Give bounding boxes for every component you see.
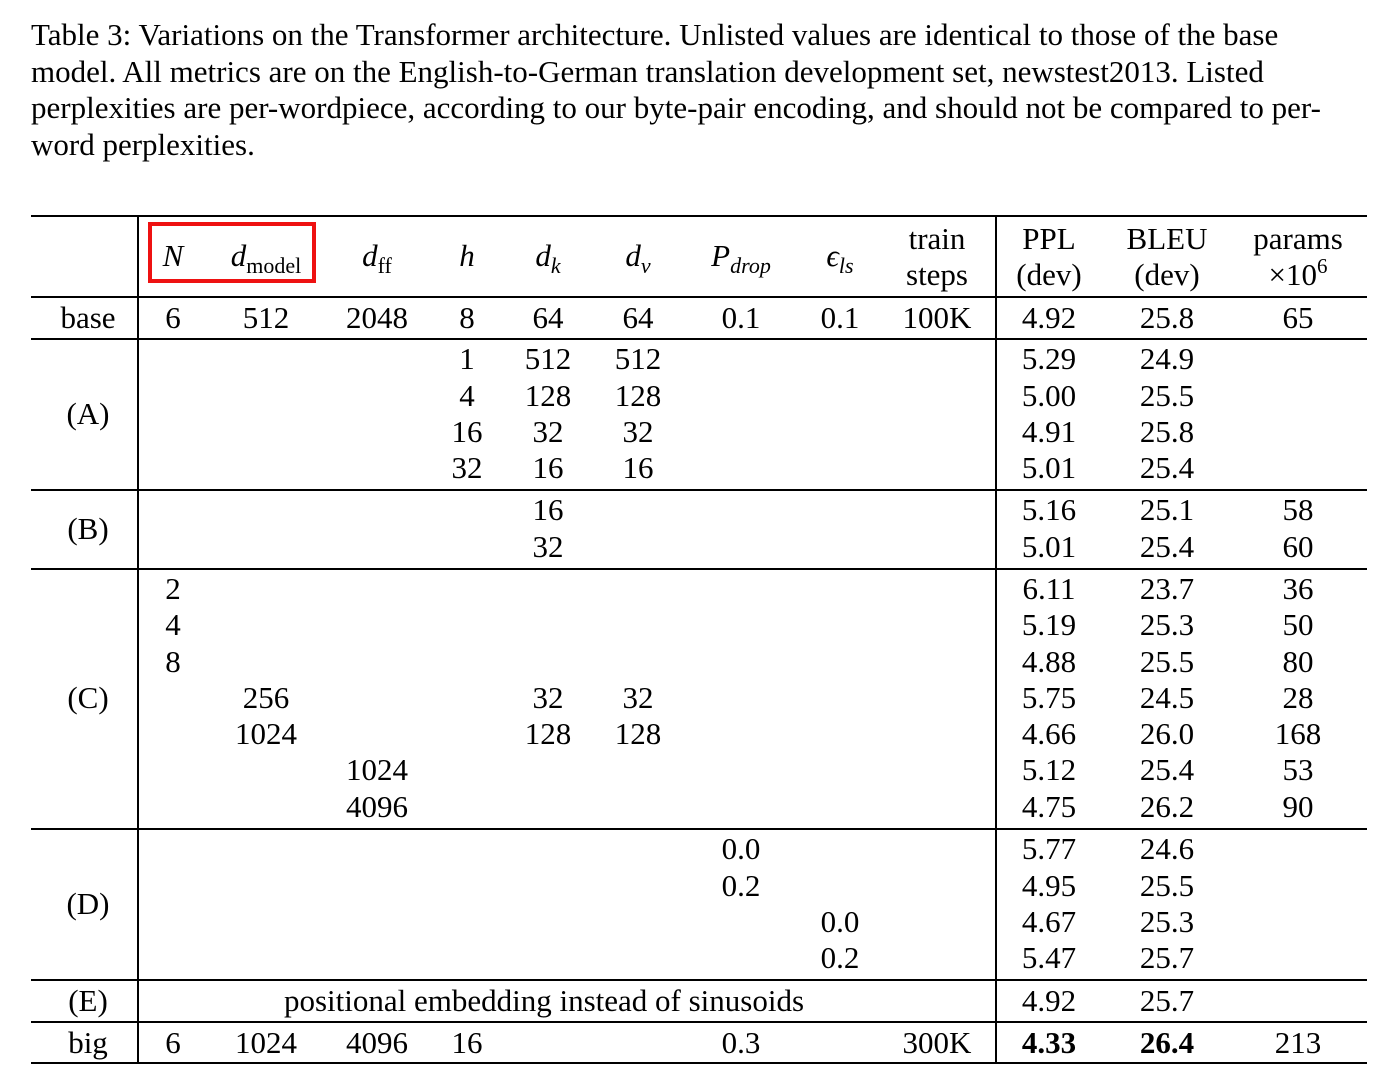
base-row-eps-ls: 0.1 (820, 300, 860, 335)
group-c-row-4-ppl: 5.75 (1021, 680, 1077, 715)
group-b-row-1-bleu: 25.1 (1139, 492, 1195, 527)
big-row-params: 213 (1274, 1025, 1322, 1060)
header-params-scale: $\times 10^6$ (1268, 254, 1328, 292)
base-row-d-k: 64 (532, 300, 564, 335)
group-c-row-2-bleu: 25.3 (1139, 607, 1195, 642)
group-d-row-1-ppl: 5.77 (1021, 831, 1077, 866)
group-c-row-6-ppl: 5.12 (1021, 752, 1077, 787)
group-a-row-1-d-v: 512 (614, 341, 662, 376)
group-d-row-2-P-drop: 0.2 (721, 868, 761, 903)
header-h: h (459, 238, 475, 273)
group-a-row-1-bleu: 24.9 (1139, 341, 1195, 376)
group-a-row-4-d-v: 16 (622, 450, 654, 485)
header-rule (31, 296, 1367, 298)
row-label-e: (E) (68, 983, 108, 1018)
label-column-rule (137, 216, 139, 1063)
results-table (31, 0, 1367, 1080)
group-d-row-1-P-drop: 0.0 (721, 831, 761, 866)
header-d-v: $d_v$ (625, 238, 651, 278)
group-c-row-4-d-model: 256 (242, 680, 290, 715)
row-label-big: big (68, 1025, 108, 1060)
group-a-row-1-d-k: 512 (524, 341, 572, 376)
group-c-row-7-bleu: 26.2 (1139, 789, 1195, 824)
header-eps-ls: $\epsilon_{ls}$ (826, 238, 854, 278)
group-a-row-3-d-v: 32 (622, 414, 654, 449)
group-rule-c (31, 568, 1367, 570)
header-d-k: $d_k$ (535, 238, 561, 278)
group-c-row-4-d-v: 32 (622, 680, 654, 715)
big-row-h: 16 (451, 1025, 483, 1060)
group-c-row-1-N: 2 (165, 571, 181, 606)
group-c-row-3-ppl: 4.88 (1021, 644, 1077, 679)
group-c-row-1-bleu: 23.7 (1139, 571, 1195, 606)
table-bottom-rule (31, 1062, 1367, 1064)
group-c-row-5-d-k: 128 (524, 716, 572, 751)
row-label-b: (B) (67, 511, 109, 546)
group-c-row-7-d-ff: 4096 (346, 789, 408, 824)
group-a-row-4-h: 32 (451, 450, 483, 485)
group-c-row-4-bleu: 24.5 (1139, 680, 1195, 715)
header-p-drop: $P_{drop}$ (711, 238, 771, 278)
group-c-row-2-N: 4 (165, 607, 181, 642)
group-b-row-2-params: 60 (1282, 529, 1314, 564)
header-train: train (908, 221, 966, 256)
group-c-row-3-N: 8 (165, 644, 181, 679)
group-b-row-2-d-k: 32 (532, 529, 564, 564)
group-c-row-5-bleu: 26.0 (1139, 716, 1195, 751)
metrics-column-rule (995, 216, 997, 1063)
big-row-N: 6 (165, 1025, 181, 1060)
group-c-row-3-params: 80 (1282, 644, 1314, 679)
group-c-row-3-bleu: 25.5 (1139, 644, 1195, 679)
group-c-row-1-params: 36 (1282, 571, 1314, 606)
group-a-row-4-ppl: 5.01 (1021, 450, 1077, 485)
group-rule-big (31, 1021, 1367, 1023)
base-row-bleu: 25.8 (1139, 300, 1195, 335)
group-c-row-5-ppl: 4.66 (1021, 716, 1077, 751)
group-d-row-4-bleu: 25.7 (1139, 940, 1195, 975)
group-c-row-2-ppl: 5.19 (1021, 607, 1077, 642)
row-label-a: (A) (66, 396, 110, 431)
group-a-row-2-d-k: 128 (524, 378, 572, 413)
group-d-row-3-bleu: 25.3 (1139, 904, 1195, 939)
group-rule-b (31, 489, 1367, 491)
group-c-row-5-params: 168 (1274, 716, 1322, 751)
group-c-row-7-ppl: 4.75 (1021, 789, 1077, 824)
group-c-row-6-bleu: 25.4 (1139, 752, 1195, 787)
big-row-d-ff: 4096 (346, 1025, 408, 1060)
base-row-h: 8 (459, 300, 475, 335)
group-c-row-7-params: 90 (1282, 789, 1314, 824)
row-e-description: positional embedding instead of sinusoids (283, 983, 805, 1018)
group-rule-d (31, 828, 1367, 830)
group-c-row-6-params: 53 (1282, 752, 1314, 787)
group-a-row-2-h: 4 (459, 378, 475, 413)
group-b-row-1-d-k: 16 (532, 492, 564, 527)
header-ppl: PPL (1022, 221, 1076, 256)
group-a-row-3-d-k: 32 (532, 414, 564, 449)
base-row-params: 65 (1282, 300, 1314, 335)
group-c-row-4-params: 28 (1282, 680, 1314, 715)
header-n: N (162, 238, 184, 273)
group-c-row-5-d-model: 1024 (235, 716, 297, 751)
group-d-row-2-bleu: 25.5 (1139, 868, 1195, 903)
group-a-row-4-bleu: 25.4 (1139, 450, 1195, 485)
group-a-row-3-ppl: 4.91 (1021, 414, 1077, 449)
group-a-row-2-bleu: 25.5 (1139, 378, 1195, 413)
group-d-row-3-eps-ls: 0.0 (820, 904, 860, 939)
header-bleu: BLEU (1126, 221, 1208, 256)
group-a-row-2-d-v: 128 (614, 378, 662, 413)
group-c-row-2-params: 50 (1282, 607, 1314, 642)
group-d-row-4-ppl: 5.47 (1021, 940, 1077, 975)
base-row-P-drop: 0.1 (721, 300, 761, 335)
group-c-row-1-ppl: 6.11 (1022, 571, 1076, 606)
group-d-row-1-bleu: 24.6 (1139, 831, 1195, 866)
group-rule-a (31, 338, 1367, 340)
group-a-row-2-ppl: 5.00 (1021, 378, 1077, 413)
group-b-row-2-bleu: 25.4 (1139, 529, 1195, 564)
big-row-train-steps: 300K (902, 1025, 972, 1060)
base-row-d-v: 64 (622, 300, 654, 335)
group-a-row-3-h: 16 (451, 414, 483, 449)
header-d-ff: $d_{ff}$ (362, 238, 392, 278)
big-row-P-drop: 0.3 (721, 1025, 761, 1060)
row-e-bleu: 25.7 (1139, 983, 1195, 1018)
group-a-row-3-bleu: 25.8 (1139, 414, 1195, 449)
group-a-row-4-d-k: 16 (532, 450, 564, 485)
group-a-row-1-h: 1 (459, 341, 475, 376)
base-row-ppl: 4.92 (1021, 300, 1077, 335)
row-label-c: (C) (67, 680, 109, 715)
group-c-row-4-d-k: 32 (532, 680, 564, 715)
table-top-rule (31, 215, 1367, 217)
table-caption: Table 3: Variations on the Transformer architecture. Unlisted values are identical to those of the base model. All metrics are on the English-to-German translation development set, newstest2013. Listed perplexities are per-wordpiece, according to our byte-pair encoding, and should not be compared to per-word perplexities. (31, 17, 1321, 162)
group-b-row-1-ppl: 5.16 (1021, 492, 1077, 527)
base-row-d-ff: 2048 (346, 300, 408, 335)
base-row-train-steps: 100K (902, 300, 972, 335)
header-bleu-dev: (dev) (1134, 257, 1200, 292)
row-label-d: (D) (66, 886, 110, 921)
big-row-ppl: 4.33 (1021, 1025, 1077, 1060)
big-row-d-model: 1024 (235, 1025, 297, 1060)
base-row-d-model: 512 (242, 300, 290, 335)
group-c-row-6-d-ff: 1024 (346, 752, 408, 787)
group-c-row-5-d-v: 128 (614, 716, 662, 751)
row-e-ppl: 4.92 (1021, 983, 1077, 1018)
group-a-row-1-ppl: 5.29 (1021, 341, 1077, 376)
header-steps: steps (906, 257, 968, 292)
group-b-row-1-params: 58 (1282, 492, 1314, 527)
group-b-row-2-ppl: 5.01 (1021, 529, 1077, 564)
header-ppl-dev: (dev) (1016, 257, 1082, 292)
group-d-row-3-ppl: 4.67 (1021, 904, 1077, 939)
group-rule-e (31, 979, 1367, 981)
big-row-bleu: 26.4 (1139, 1025, 1195, 1060)
base-row-N: 6 (165, 300, 181, 335)
header-params: params (1253, 221, 1343, 256)
header-d-model: $d_{model}$ (230, 238, 302, 278)
row-label-base: base (60, 300, 116, 335)
group-d-row-2-ppl: 4.95 (1021, 868, 1077, 903)
group-d-row-4-eps-ls: 0.2 (820, 940, 860, 975)
